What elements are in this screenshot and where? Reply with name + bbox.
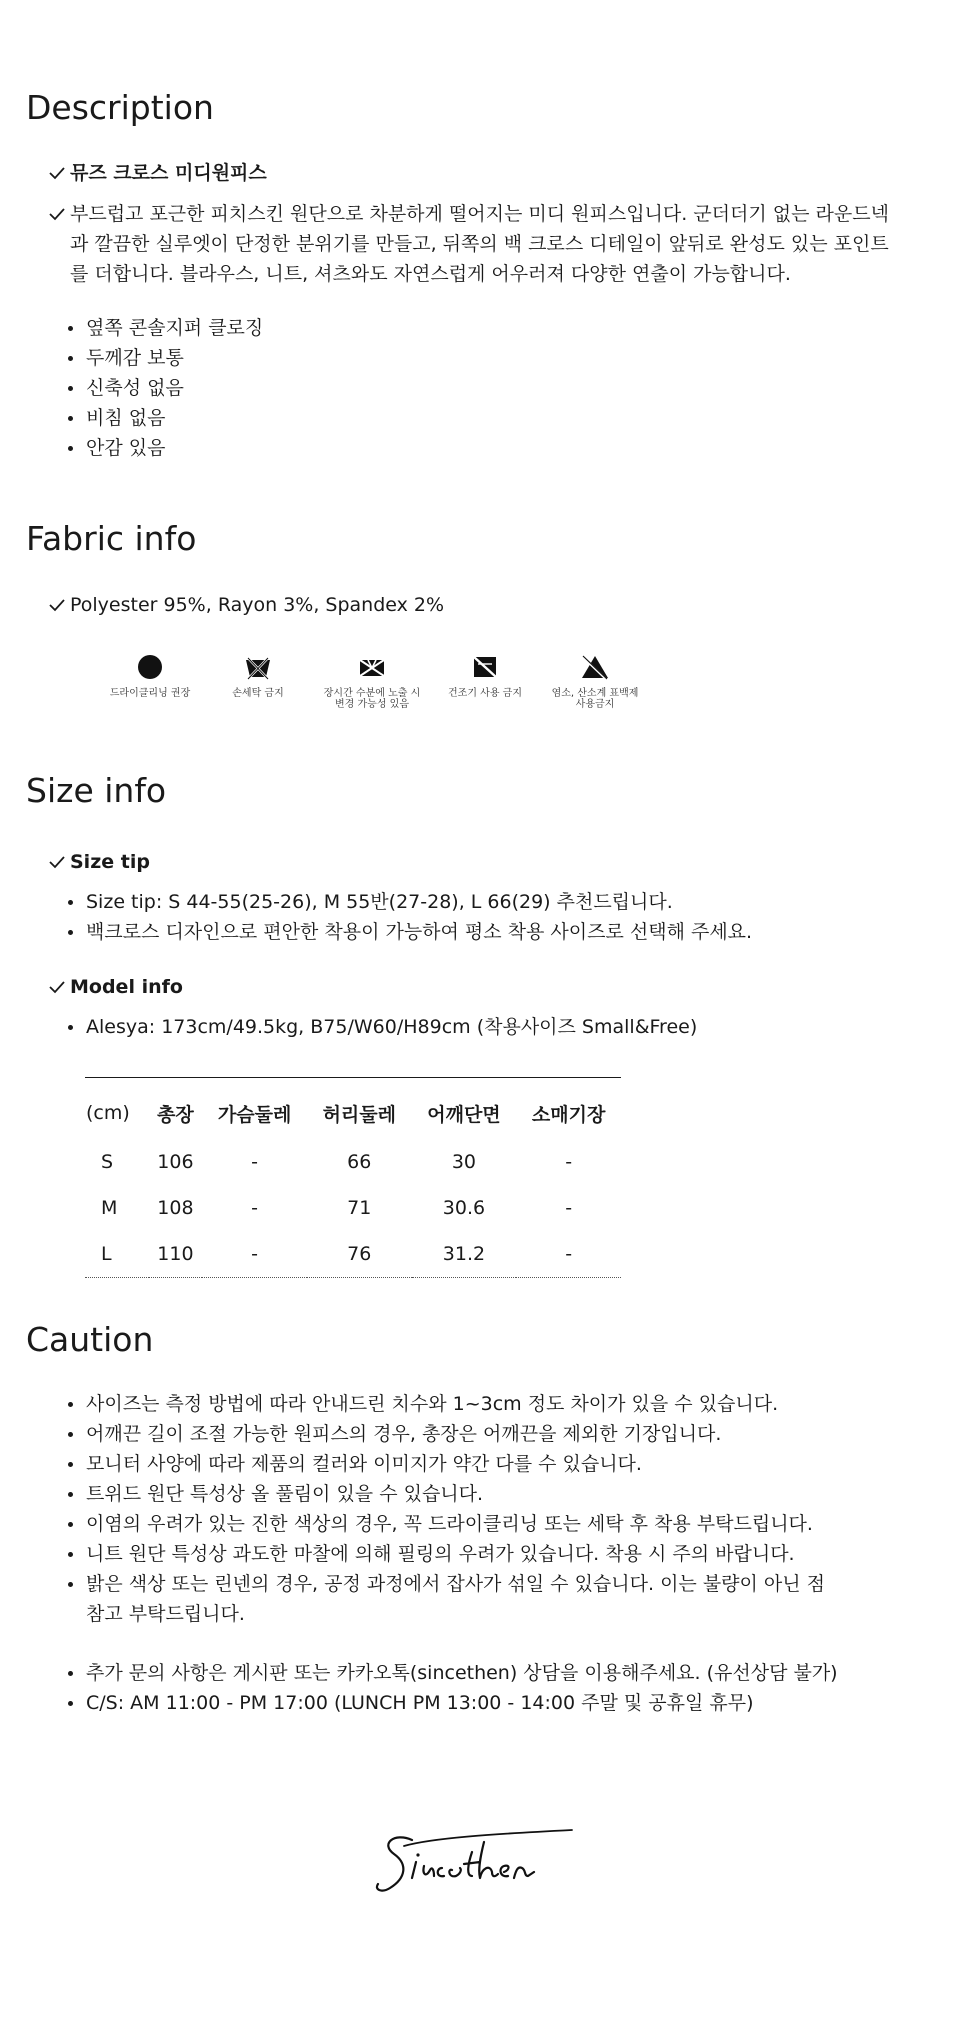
- table-cell: -: [565, 1151, 573, 1173]
- list-item: 옆쪽 콘솔지퍼 클로징: [64, 313, 263, 343]
- table-cell: 30: [451, 1151, 477, 1173]
- care-label: 사용금지: [575, 699, 615, 710]
- table-cell: -: [565, 1243, 573, 1265]
- list-item: 두께감 보통: [64, 343, 263, 373]
- care-item: [540, 652, 650, 710]
- table-cell: 71: [347, 1197, 372, 1219]
- table-cell: 66: [347, 1151, 372, 1173]
- table-cell: 108: [157, 1197, 194, 1219]
- table-cell: 76: [347, 1243, 372, 1265]
- caution-title: Caution: [26, 1320, 154, 1359]
- composition-line: [48, 590, 444, 623]
- table-cell: L: [101, 1243, 112, 1265]
- table-cell: -: [251, 1243, 259, 1265]
- list-item: [64, 1569, 825, 1629]
- table-header: 어깨단면: [427, 1103, 501, 1126]
- care-label: 염소, 산소계 표백제: [551, 688, 639, 699]
- care-item: [430, 652, 540, 699]
- care-label: 변경 가능성 있음: [335, 699, 409, 710]
- table-cell: -: [251, 1197, 259, 1219]
- check-icon: [48, 847, 70, 880]
- sincethen-signature-logo: [372, 1812, 592, 1902]
- model-info-heading: [48, 972, 183, 1005]
- feature-list: [64, 313, 263, 463]
- caution-list: [64, 1389, 825, 1629]
- care-item: [317, 652, 427, 710]
- list-item: C/S: AM 11:00 - PM 17:00 (LUNCH PM 13:00 - 14:00 주말 및 공휴일 휴무): [64, 1688, 838, 1718]
- no-bleach-icon: [580, 652, 610, 682]
- table-header: (cm): [86, 1102, 130, 1124]
- table-cell: -: [251, 1151, 259, 1173]
- care-item: [203, 652, 313, 699]
- list-item: 모니터 사양에 따라 제품의 컬러와 이미지가 약간 다를 수 있습니다.: [64, 1449, 825, 1479]
- list-item: 안감 있음: [64, 433, 263, 463]
- description-title: Description: [26, 88, 214, 127]
- table-header: 총장: [157, 1103, 194, 1126]
- size-table: [85, 1077, 621, 1278]
- care-label: 손세탁 금지: [232, 688, 284, 699]
- care-icons: [80, 652, 640, 722]
- list-item: 어깨끈 길이 조절 가능한 원피스의 경우, 총장은 어깨끈을 제외한 기장입니다.: [64, 1419, 825, 1449]
- table-row: [85, 1139, 621, 1185]
- description-line-2: 과 깔끔한 실루엣이 단정한 분위기를 만들고, 뒤쪽의 백 크로스 디테일이 앞뒤로 완성도 있는 포인트: [70, 233, 889, 255]
- product-name: 뮤즈 크로스 미디원피스: [70, 162, 267, 184]
- list-item: 니트 원단 특성상 과도한 마찰에 의해 필링의 우려가 있습니다. 착용 시 주의 바랍니다.: [64, 1539, 825, 1569]
- table-header: 가슴둘레: [217, 1103, 292, 1126]
- list-item: 사이즈는 측정 방법에 따라 안내드린 치수와 1~3cm 정도 차이가 있을 수 있습니다.: [64, 1389, 825, 1419]
- list-item: Size tip: S 44-55(25-26), M 55반(27-28), L 66(29) 추천드립니다.: [64, 887, 752, 917]
- table-header-row: [85, 1078, 621, 1140]
- signature-text: Sincethen: [372, 1812, 377, 1813]
- table-cell: M: [101, 1197, 118, 1219]
- size-tip-list: [64, 887, 752, 947]
- list-item: 이염의 우려가 있는 진한 색상의 경우, 꼭 드라이클리닝 또는 세탁 후 착용 부탁드립니다.: [64, 1509, 825, 1539]
- check-icon: [48, 199, 66, 232]
- care-label: 건조기 사용 금지: [448, 688, 522, 699]
- table-cell: 110: [157, 1243, 194, 1265]
- list-item: 추가 문의 사항은 게시판 또는 카카오톡(sincethen) 상담을 이용해주세요. (유선상담 불가): [64, 1658, 838, 1688]
- list-item: Alesya: 173cm/49.5kg, B75/W60/H89cm (착용사이즈 Small&Free): [64, 1012, 697, 1042]
- table-header: 허리둘레: [322, 1103, 396, 1126]
- table-header: 소매기장: [531, 1103, 606, 1126]
- size-title: Size info: [26, 771, 167, 810]
- table-row: [85, 1231, 621, 1278]
- dryclean-recommended-icon: [135, 652, 165, 682]
- model-info-label: Model info: [70, 976, 183, 998]
- no-handwash-icon: [243, 652, 273, 682]
- description-line-1: 부드럽고 포근한 피치스킨 원단으로 차분하게 떨어지는 미디 원피스입니다. 군더더기 없는 라운드넥: [70, 203, 889, 225]
- table-cell: S: [101, 1151, 114, 1173]
- no-long-exposure-icon: [357, 652, 387, 682]
- fabric-title: Fabric info: [26, 519, 197, 558]
- contact-list: [64, 1658, 838, 1718]
- list-item: 트위드 원단 특성상 올 풀림이 있을 수 있습니다.: [64, 1479, 825, 1509]
- size-tip-label: Size tip: [70, 851, 150, 873]
- list-item: 신축성 없음: [64, 373, 263, 403]
- caution-last-line-2: 참고 부탁드립니다.: [86, 1603, 245, 1625]
- table-cell: 31.2: [442, 1243, 486, 1265]
- table-cell: 30.6: [442, 1197, 486, 1219]
- description-paragraph: [48, 199, 898, 289]
- caution-last-line-1: 밝은 색상 또는 린넨의 경우, 공정 과정에서 잡사가 섞일 수 있습니다. 이는 불량이 아닌 점: [86, 1573, 826, 1595]
- table-cell: -: [565, 1197, 573, 1219]
- table-cell: 106: [157, 1151, 194, 1173]
- check-icon: [48, 972, 70, 1005]
- check-icon: [48, 158, 70, 191]
- fabric-composition: Polyester 95%, Rayon 3%, Spandex 2%: [70, 594, 445, 616]
- size-tip-heading: [48, 847, 150, 880]
- list-item: 비침 없음: [64, 403, 263, 433]
- care-label: 장시간 수분에 노출 시: [323, 688, 421, 699]
- description-line-3: 를 더합니다. 블라우스, 니트, 셔츠와도 자연스럽게 어우러져 다양한 연출이 가능합니다.: [70, 263, 791, 285]
- check-icon: [48, 590, 70, 623]
- care-item: [95, 652, 205, 699]
- table-row: [85, 1185, 621, 1231]
- list-item: 백크로스 디자인으로 편안한 착용이 가능하여 평소 착용 사이즈로 선택해 주세요.: [64, 917, 752, 947]
- product-name-line: [48, 158, 267, 191]
- model-info-list: [64, 1012, 697, 1042]
- no-tumble-dry-icon: [470, 652, 500, 682]
- care-label: 드라이클리닝 권장: [109, 688, 191, 699]
